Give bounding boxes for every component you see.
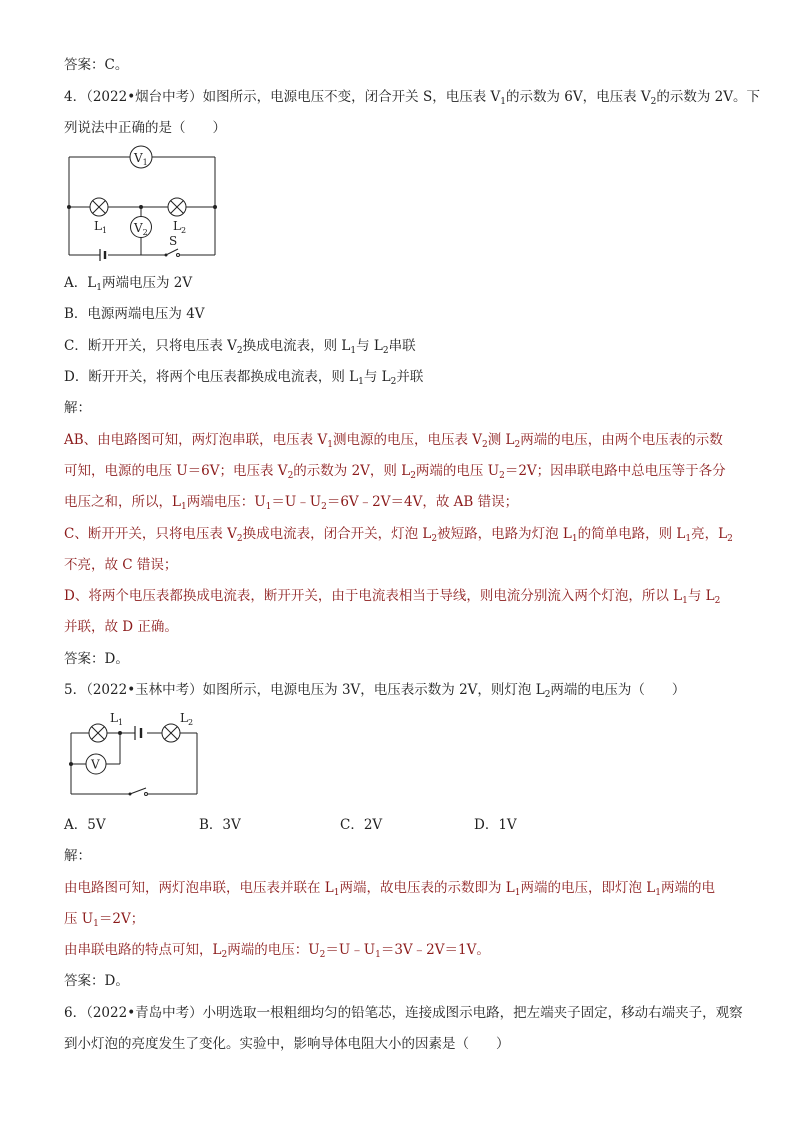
q4-stem-line2: 列说法中正确的是（ ） — [64, 120, 226, 136]
svg-text:L1: $L_1$ — [94, 219, 108, 235]
q4-option-a[interactable]: A．$L_1$两端电压为 2V — [64, 275, 193, 293]
q4-l1-label: L — [94, 219, 102, 233]
q6-stem-line1: 6．（2022•青岛中考）小明选取一根粗细均匀的铅笔芯，连接成图示电路，把左端夹子固定，移动右端夹子，观察 — [64, 1005, 743, 1021]
q4-circuit-diagram — [60, 145, 230, 260]
q5-l1-label: L — [110, 711, 118, 725]
q4-solution-ab-line1: AB、由电路图可知，两灯泡串联，电压表 $V_1$测电源的电压，电压表 $V_2$测 $L_2$两端的电压，由两个电压表的示数 — [64, 432, 723, 450]
q5-l2-label: L — [180, 711, 188, 725]
q5-option-b[interactable]: B．3V — [199, 817, 241, 833]
q5-answer: 答案：D。 — [64, 973, 129, 989]
q4-solution-label: 解： — [64, 400, 91, 416]
q4-solution-ab-line2: 可知，电源的电压 U＝6V；电压表 $V_2$的示数为 2V，则 $L_2$两端的电压 $U_2=2V$；因串联电路中总电压等于各分 — [64, 463, 726, 481]
q4-stem-line1: 4．（2022•烟台中考）如图所示，电源电压不变，闭合开关 S，电压表 $V_1$的示数为 6V，电压表 $V_2$的示数为 2V。下 — [64, 89, 761, 107]
q4-option-b[interactable]: B．电源两端电压为 4V — [64, 306, 205, 322]
q5-option-c[interactable]: C．2V — [340, 817, 383, 833]
svg-text:L1: $L_1$ — [110, 711, 124, 727]
q4-solution-ab-line3: 电压之和，所以，$L_1$两端电压：$U_1=U﹣U_2=6V﹣2V=4V$，故 AB 错误； — [64, 494, 519, 512]
q4-solution-c-line1: C、断开开关，只将电压表 $V_2$换成电流表，闭合开关，灯泡 $L_2$被短路，电路为灯泡 $L_1$的简单电路，则 $L_1$亮，$L_2$ — [64, 526, 733, 544]
q4-switch-label: S — [169, 234, 178, 248]
q4-solution-c-line2: 不亮，故 C 错误； — [64, 557, 178, 573]
q5-solution-line1: 由电路图可知，两灯泡串联，电压表并联在 $L_1$两端，故电压表的示数即为 $L_1$两端的电压，即灯泡 $L_1$两端的电 — [64, 880, 715, 898]
svg-text:L2: $L_2$ — [173, 219, 187, 235]
q4-option-c[interactable]: C．断开开关，只将电压表 $V_2$换成电流表，则 $L_1$与 $L_2$串联 — [64, 338, 416, 356]
q4-solution-d-line1: D、将两个电压表都换成电流表，断开开关，由于电流表相当于导线，则电流分别流入两个灯泡，所以 $L_1$与 $L_2$ — [64, 588, 721, 606]
q5-option-a[interactable]: A．5V — [64, 817, 106, 833]
q4-v2-label: V — [134, 221, 143, 235]
q4-v1-label: V — [134, 151, 143, 165]
svg-text:L2: $L_2$ — [180, 711, 194, 727]
q5-v-label: V — [91, 757, 100, 772]
q5-option-d[interactable]: D．1V — [474, 817, 517, 833]
q4-l2-label: L — [173, 219, 181, 233]
q5-solution-line3: 由串联电路的特点可知，$L_2$两端的电压：$U_2=U﹣U_1=3V﹣2V=1V$。 — [64, 942, 490, 960]
q5-stem: 5．（2022•玉林中考）如图所示，电源电压为 3V，电压表示数为 2V，则灯泡 $L_2$两端的电压为（ ） — [64, 682, 686, 700]
prev-answer: 答案：C。 — [64, 57, 129, 73]
q5-circuit-diagram — [62, 706, 207, 801]
q4-answer: 答案：D。 — [64, 651, 129, 667]
svg-text:V2: $V_2$ — [134, 221, 148, 237]
q4-solution-d-line2: 并联，故 D 正确。 — [64, 619, 178, 635]
q5-solution-label: 解： — [64, 848, 91, 864]
svg-text:V1: $V_1$ — [134, 151, 148, 167]
q6-stem-line2: 到小灯泡的亮度发生了变化。实验中，影响导体电阻大小的因素是（ ） — [64, 1036, 510, 1052]
q4-option-d[interactable]: D．断开开关，将两个电压表都换成电流表，则 $L_1$与 $L_2$并联 — [64, 369, 424, 387]
q5-solution-line2: 压 $U_1=2V$； — [64, 911, 145, 929]
